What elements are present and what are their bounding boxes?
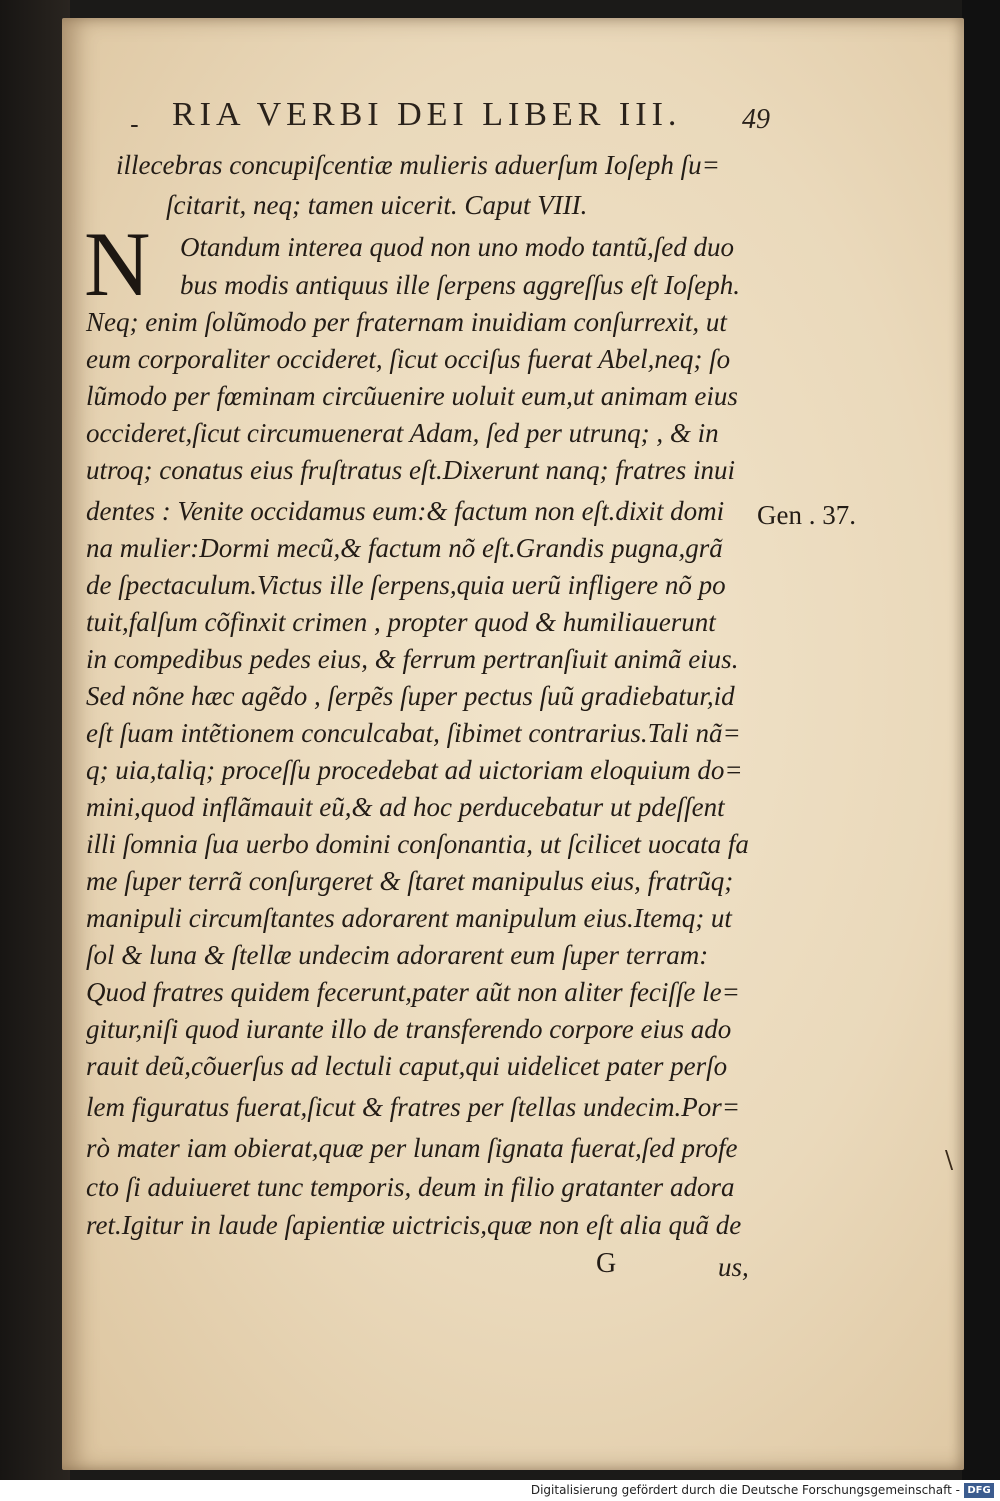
body-line: rò mater iam obierat,quæ per lunam ſignata fuerat,ſed profe	[86, 1133, 738, 1163]
body-line: Neq; enim ſolũmodo per fraternam inuidiam conſurrexit, ut	[86, 307, 727, 337]
chapter-heading-line: illecebras concupiſcentiæ mulieris aduerſum Ioſeph ſu=	[116, 150, 720, 180]
scan-background-left	[0, 0, 70, 1480]
body-line: illi ſomnia ſua uerbo domini conſonantia, ut ſcilicet uocata fa	[86, 829, 749, 859]
body-line: utroq; conatus eius fruſtratus eſt.Dixerunt nanq; fratres inui	[86, 455, 735, 485]
body-line: ret.Igitur in laude ſapientiæ uictricis,quæ non eſt alia quã de	[86, 1210, 742, 1240]
stray-ink-mark: \	[945, 1146, 954, 1174]
body-line: rauit deũ,cõuerſus ad lectuli caput,qui uidelicet pater perſo	[86, 1051, 728, 1081]
margin-reference: Gen . 37.	[757, 500, 856, 530]
body-line: lũmodo per fœminam circũuenire uoluit eum,ut animam eius	[86, 381, 738, 411]
scan-background-right	[962, 0, 1000, 1480]
body-line: manipuli circumſtantes adorarent manipulum eius.Itemq; ut	[86, 903, 732, 933]
body-line: eſt ſuam intẽtionem conculcabat, ſibimet contrarius.Tali nã=	[86, 718, 741, 748]
body-line: cto ſi aduiueret tunc temporis, deum in filio gratanter adora	[86, 1172, 735, 1202]
body-line: occideret,ſicut circumuenerat Adam, ſed per utrunq; , & in	[86, 418, 719, 448]
body-line: tuit,falſum cõfinxit crimen , propter quod & humiliauerunt	[86, 607, 716, 637]
body-line: na mulier:Dormi mecũ,& factum nõ eſt.Grandis pugna,grã	[86, 533, 723, 563]
body-line: me ſuper terrã conſurgeret & ſtaret manipulus eius, fratrũq;	[86, 866, 734, 896]
header-ornament: -	[130, 110, 139, 140]
chapter-heading-line: ſcitarit, neq; tamen uicerit. Caput VIII.	[166, 190, 588, 220]
body-line: lem figuratus fuerat,ſicut & fratres per ſtellas undecim.Por=	[86, 1092, 740, 1122]
body-line: gitur,niſi quod iurante illo de transferendo corpore eius ado	[86, 1014, 732, 1044]
catchword: us,	[718, 1252, 749, 1282]
body-line: Quod fratres quidem fecerunt,pater aũt non aliter feciſſe le=	[86, 977, 740, 1007]
body-line: in compedibus pedes eius, & ferrum pertranſiuit animã eius.	[86, 644, 739, 674]
running-head: RIA VERBI DEI LIBER III.	[172, 96, 682, 133]
body-line: q; uia,taliq; proceſſu procedebat ad uictoriam eloquium do=	[86, 755, 743, 785]
body-line: bus modis antiquus ille ſerpens aggreſſus eſt Ioſeph.	[180, 270, 740, 300]
digitization-credit: Digitalisierung gefördert durch die Deutsche Forschungsgemeinschaft -	[530, 1483, 960, 1497]
body-line: ſol & luna & ſtellæ undecim adorarent eum ſuper terram:	[86, 940, 709, 970]
body-line: mini,quod inflãmauit eũ,& ad hoc perducebatur ut pdeſſent	[86, 792, 725, 822]
dfg-logo: DFG	[964, 1483, 994, 1498]
body-line: Sed nõne hæc agẽdo , ſerpẽs ſuper pectus ſuũ gradiebatur,id	[86, 681, 735, 711]
digitization-footer	[0, 1480, 1000, 1501]
signature-mark: G	[596, 1248, 617, 1279]
body-line: de ſpectaculum.Victus ille ſerpens,quia uerũ infligere nõ po	[86, 570, 726, 600]
body-line: eum corporaliter occideret, ſicut occiſus fuerat Abel,neq; ſo	[86, 344, 731, 374]
body-line: dentes : Venite occidamus eum:& factum non eſt.dixit domi	[86, 496, 725, 526]
body-line: Otandum interea quod non uno modo tantũ,ſed duo	[180, 232, 734, 262]
drop-cap: N	[84, 213, 151, 315]
page-number: 49	[742, 104, 770, 135]
